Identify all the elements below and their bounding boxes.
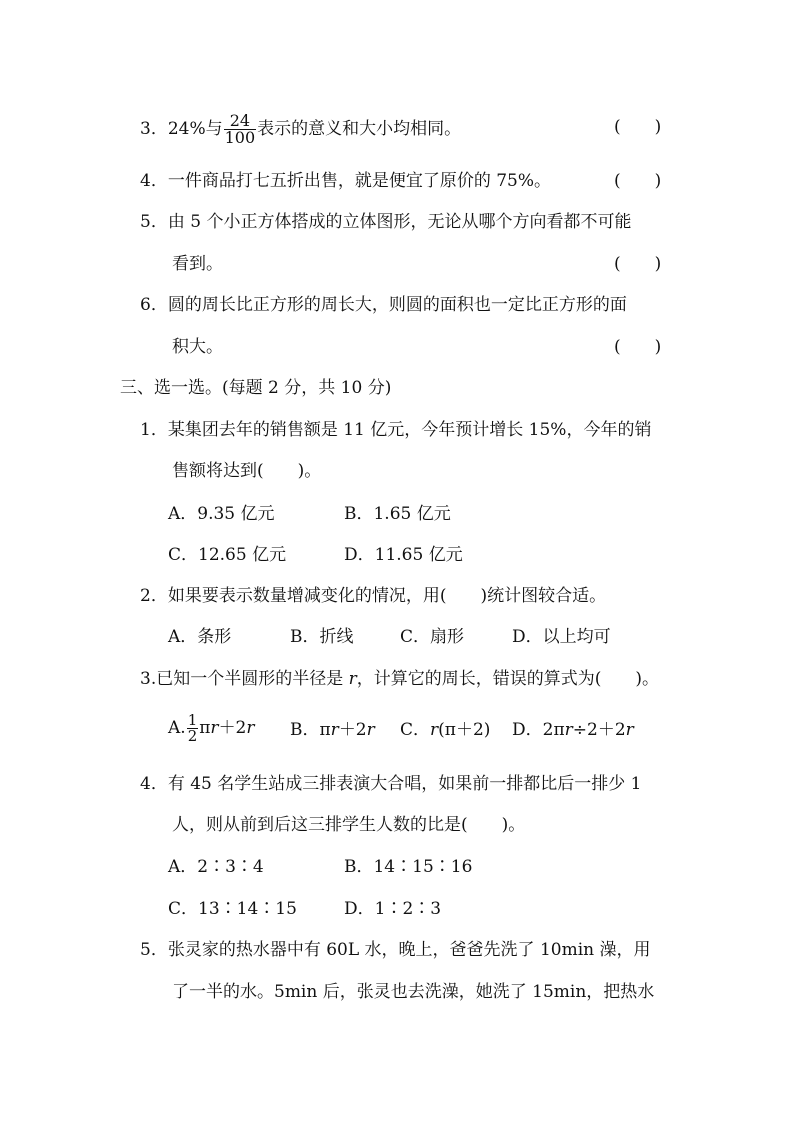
item-text: 有 45 名学生站成三排表演大合唱，如果前一排都比后一排少 1 — [167, 774, 642, 794]
tf-item-3 — [140, 113, 461, 146]
option-expr-tail: ＋2 — [338, 720, 367, 740]
fraction-numerator: 24 — [224, 113, 257, 130]
variable-r: r — [430, 720, 439, 740]
item-text: 由 5 个小正方体搭成的立体图形，无论从哪个方向看都不可能 — [167, 212, 632, 232]
item-text-post: ，计算它的周长，错误的算式为( )。 — [356, 669, 660, 689]
q1-option-a[interactable]: A．9.35 亿元 — [168, 504, 275, 524]
item-text: 如果要表示数量增减变化的情况，用( )统计图较合适。 — [167, 586, 607, 606]
option-expr-tail: ÷2＋2 — [572, 720, 626, 740]
q5-line2: 了一半的水。5min 后，张灵也去洗澡，她洗了 15min，把热水 — [172, 982, 655, 1002]
fraction-24-100 — [224, 113, 257, 146]
q2-line — [140, 584, 606, 608]
option-text: D．2π — [512, 720, 565, 740]
variable-r: r — [366, 720, 375, 740]
q2-option-d[interactable]: D．以上均可 — [512, 627, 611, 647]
q3-option-a[interactable] — [168, 713, 255, 744]
section-title: 三、选一选。(每题 2 分，共 10 分) — [120, 378, 392, 398]
item-text: 圆的周长比正方形的周长大，则圆的面积也一定比正方形的面 — [167, 295, 627, 315]
q3-option-d[interactable] — [512, 718, 634, 742]
item-text-pre: 已知一个半圆形的半径是 — [156, 669, 349, 689]
q3-line — [140, 667, 659, 691]
answer-paren-3[interactable]: ( ) — [614, 117, 662, 137]
tf-item-5-line2: 看到。 — [172, 254, 223, 274]
option-label: A. — [168, 718, 186, 738]
option-expr-tail: ＋2 — [218, 718, 247, 738]
q4-line2: 人，则从前到后这三排学生人数的比是( )。 — [172, 815, 526, 835]
item-number: 1． — [140, 420, 168, 440]
fraction-numerator: 1 — [187, 711, 198, 729]
fraction-one-half — [187, 713, 199, 744]
item-text: 某集团去年的销售额是 11 亿元，今年预计增长 15%，今年的销 — [167, 420, 652, 440]
item-text-pre: 24%与 — [167, 119, 223, 139]
item-number: 4． — [140, 171, 168, 191]
answer-paren-4[interactable]: ( ) — [614, 171, 662, 191]
item-number: 2． — [140, 586, 168, 606]
variable-r: r — [564, 720, 573, 740]
q1-option-d[interactable]: D．11.65 亿元 — [344, 545, 463, 565]
q4-line1 — [140, 772, 642, 796]
q1-option-b[interactable]: B．1.65 亿元 — [344, 504, 451, 524]
item-number: 3. — [140, 669, 157, 689]
q5-line1 — [140, 938, 651, 962]
q4-option-d[interactable]: D．1∶2∶3 — [344, 899, 442, 919]
item-number: 5． — [140, 940, 168, 960]
option-expr: π — [199, 718, 211, 738]
fraction-denominator: 100 — [224, 128, 256, 147]
answer-paren-5[interactable]: ( ) — [614, 254, 662, 274]
q4-option-c[interactable]: C．13∶14∶15 — [168, 899, 297, 919]
variable-r: r — [348, 669, 357, 689]
q3-option-b[interactable] — [290, 718, 375, 742]
item-number: 6． — [140, 295, 168, 315]
q1-line1 — [140, 418, 651, 442]
variable-r: r — [625, 720, 634, 740]
item-text: 一件商品打七五折出售，就是便宜了原价的 75%。 — [167, 171, 552, 191]
q4-option-b[interactable]: B．14∶15∶16 — [344, 857, 473, 877]
q2-option-c[interactable]: C．扇形 — [400, 627, 465, 647]
tf-item-5-line1 — [140, 210, 631, 234]
item-text-post: 表示的意义和大小均相同。 — [257, 119, 462, 139]
answer-paren-6[interactable]: ( ) — [614, 337, 662, 357]
item-number: 4． — [140, 774, 168, 794]
variable-r: r — [210, 718, 219, 738]
item-text: 张灵家的热水器中有 60L 水，晚上，爸爸先洗了 10min 澡，用 — [167, 940, 651, 960]
variable-r: r — [246, 718, 255, 738]
q2-option-a[interactable]: A．条形 — [168, 627, 232, 647]
tf-item-6-line1 — [140, 293, 627, 317]
tf-item-6-line2: 积大。 — [172, 337, 223, 357]
option-text: B．π — [290, 720, 331, 740]
fraction-denominator: 2 — [187, 727, 198, 745]
variable-r: r — [330, 720, 339, 740]
tf-item-4 — [140, 169, 551, 193]
q1-option-c[interactable]: C．12.65 亿元 — [168, 545, 287, 565]
option-text: C． — [400, 720, 431, 740]
q1-line2: 售额将达到( )。 — [172, 461, 322, 481]
option-expr-tail: (π＋2) — [438, 720, 491, 740]
q2-option-b[interactable]: B．折线 — [290, 627, 354, 647]
q4-option-a[interactable]: A．2∶3∶4 — [168, 857, 264, 877]
item-number: 3． — [140, 119, 168, 139]
q3-option-c[interactable] — [400, 718, 490, 742]
item-number: 5． — [140, 212, 168, 232]
